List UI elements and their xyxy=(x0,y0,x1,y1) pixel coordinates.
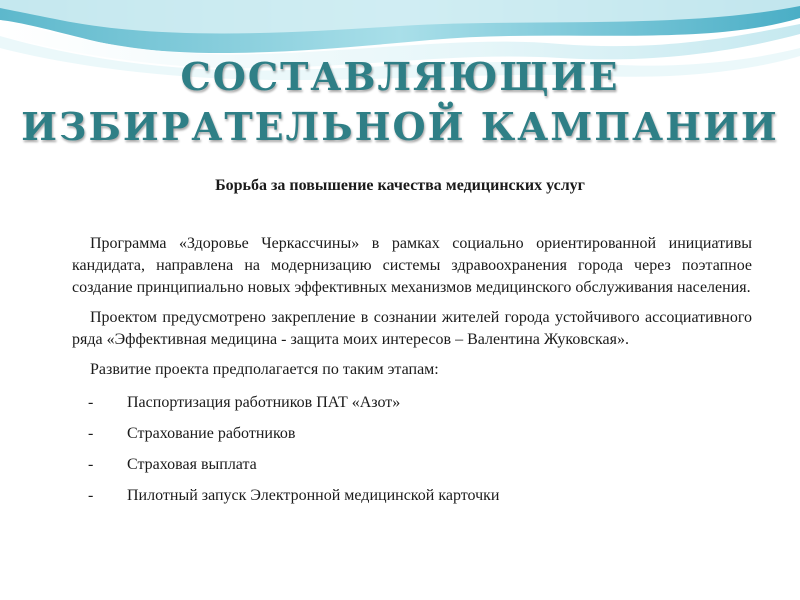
list-dash: - xyxy=(88,425,94,442)
slide-title xyxy=(0,52,800,152)
slide-subtitle: Борьба за повышение качества медицинских услуг xyxy=(215,177,585,194)
stages-list xyxy=(72,392,752,507)
list-item-text: Пилотный запуск Электронной медицинской карточки xyxy=(127,487,500,504)
list-intro: Развитие проекта предполагается по таким этапам: xyxy=(90,361,439,378)
list-item-text: Страховая выплата xyxy=(127,456,257,473)
list-dash: - xyxy=(88,394,94,411)
list-dash: - xyxy=(88,487,94,504)
list-item xyxy=(72,423,752,445)
slide-title-line-2: ИЗБИРАТЕЛЬНОЙ КАМПАНИИ xyxy=(21,104,779,149)
list-item xyxy=(72,485,752,507)
list-item xyxy=(72,392,752,414)
list-dash: - xyxy=(88,456,94,473)
list-item-text: Паспортизация работников ПАТ «Азот» xyxy=(127,394,401,411)
paragraph-program: Программа «Здоровье Черкассчины» в рамках социально ориентированной инициативы кандидата, направлена на модернизацию системы здравоохранения города через поэтапное создание принципиально новых эффективных механизмов медицинского обслуживания населения. xyxy=(72,235,752,296)
list-item-text: Страхование работников xyxy=(127,425,296,442)
paragraph-project: Проектом предусмотрено закрепление в сознании жителей города устойчивого ассоциативного ряда «Эффективная медицина - защита моих интересов – Валентина Жуковская». xyxy=(72,309,752,348)
slide-title-line-1: СОСТАВЛЯЮЩИЕ xyxy=(180,54,620,99)
slide-body xyxy=(72,233,752,516)
list-item xyxy=(72,454,752,476)
